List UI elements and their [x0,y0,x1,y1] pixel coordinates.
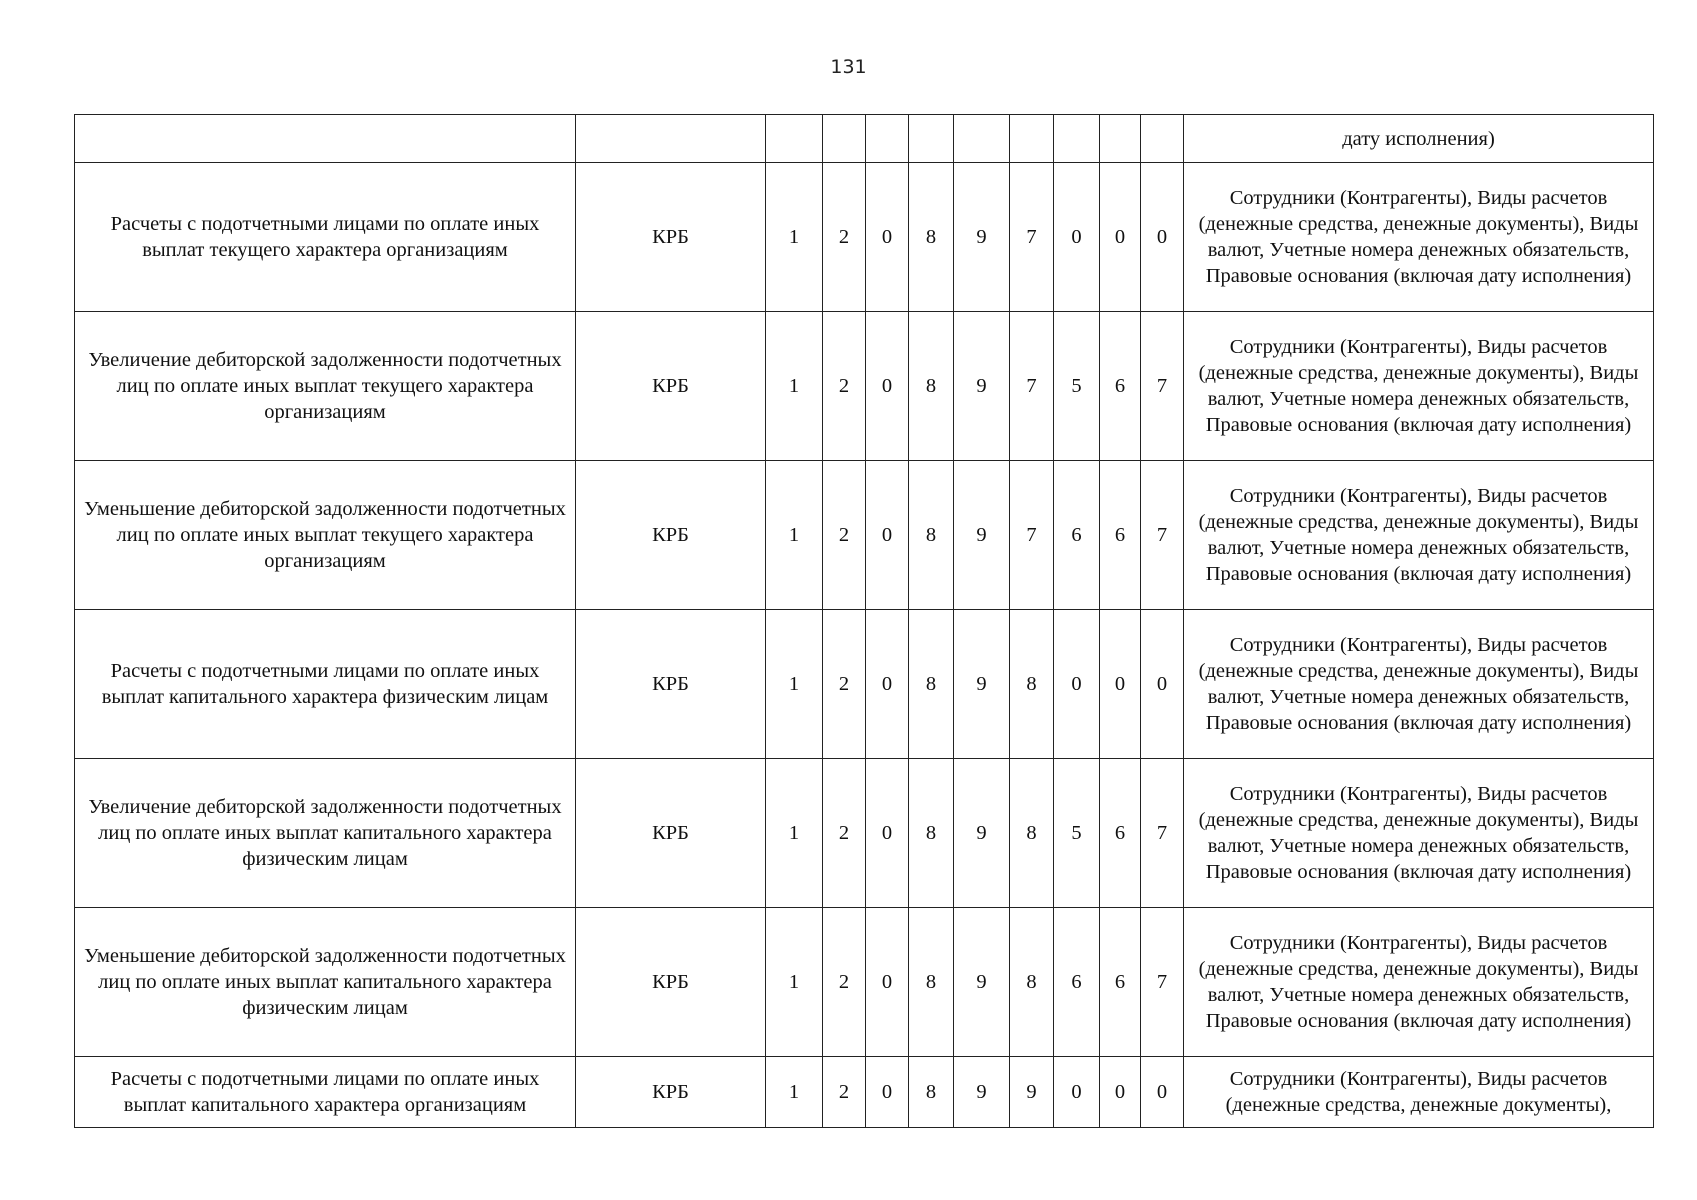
digit-cell [909,115,954,163]
digit-cell: 9 [954,461,1010,610]
digit-cell: 0 [866,759,909,908]
account-code-cell [576,115,766,163]
table-row [75,908,1654,1057]
account-name-cell: Увеличение дебиторской задолженности подотчетных лиц по оплате иных выплат текущего характера организациям [75,312,576,461]
account-code-cell: КРБ [576,908,766,1057]
digit-cell: 1 [766,461,823,610]
table-row [75,610,1654,759]
digit-cell: 7 [1010,312,1054,461]
digit-cell [1054,115,1100,163]
digit-cell: 1 [766,908,823,1057]
analytics-cell: Сотрудники (Контрагенты), Виды расчетов (денежные средства, денежные документы), Виды валют, Учетные номера денежных обязательств, Правовые основания (включая дату исполнения) [1184,610,1654,759]
account-name-cell [75,115,576,163]
account-name-cell: Расчеты с подотчетными лицами по оплате иных выплат текущего характера организациям [75,163,576,312]
digit-cell: 2 [823,1057,866,1128]
digit-cell: 7 [1010,461,1054,610]
digit-cell [954,115,1010,163]
digit-cell: 0 [866,163,909,312]
digit-cell: 1 [766,163,823,312]
digit-cell: 8 [1010,908,1054,1057]
account-code-cell: КРБ [576,312,766,461]
analytics-cell: Сотрудники (Контрагенты), Виды расчетов (денежные средства, денежные документы), Виды валют, Учетные номера денежных обязательств, Правовые основания (включая дату исполнения) [1184,759,1654,908]
digit-cell [823,115,866,163]
digit-cell: 7 [1141,312,1184,461]
digit-cell [1100,115,1141,163]
digit-cell: 7 [1141,759,1184,908]
account-code-cell: КРБ [576,1057,766,1128]
digit-cell: 2 [823,610,866,759]
digit-cell: 0 [1100,163,1141,312]
account-name-cell: Уменьшение дебиторской задолженности подотчетных лиц по оплате иных выплат капитального характера физическим лицам [75,908,576,1057]
account-name-cell: Расчеты с подотчетными лицами по оплате иных выплат капитального характера физическим лицам [75,610,576,759]
digit-cell: 1 [766,759,823,908]
digit-cell: 8 [909,610,954,759]
digit-cell: 0 [1100,1057,1141,1128]
digit-cell: 5 [1054,759,1100,908]
digit-cell [1010,115,1054,163]
account-name-cell: Расчеты с подотчетными лицами по оплате иных выплат капитального характера организациям [75,1057,576,1128]
account-code-cell: КРБ [576,163,766,312]
digit-cell: 7 [1141,908,1184,1057]
digit-cell: 9 [954,908,1010,1057]
table-row [75,312,1654,461]
digit-cell: 0 [866,1057,909,1128]
digit-cell: 0 [1054,163,1100,312]
digit-cell: 6 [1054,461,1100,610]
digit-cell: 8 [909,1057,954,1128]
digit-cell: 8 [909,461,954,610]
digit-cell: 8 [1010,610,1054,759]
digit-cell: 7 [1141,461,1184,610]
digit-cell: 0 [866,610,909,759]
analytics-cell: Сотрудники (Контрагенты), Виды расчетов (денежные средства, денежные документы), Виды валют, Учетные номера денежных обязательств, Правовые основания (включая дату исполнения) [1184,312,1654,461]
digit-cell: 8 [909,163,954,312]
analytics-cell: дату исполнения) [1184,115,1654,163]
digit-cell: 9 [954,312,1010,461]
digit-cell: 2 [823,759,866,908]
analytics-cell: Сотрудники (Контрагенты), Виды расчетов (денежные средства, денежные документы), Виды валют, Учетные номера денежных обязательств, Правовые основания (включая дату исполнения) [1184,163,1654,312]
digit-cell: 2 [823,461,866,610]
digit-cell: 2 [823,908,866,1057]
table-row [75,461,1654,610]
account-code-cell: КРБ [576,759,766,908]
digit-cell: 0 [866,461,909,610]
digit-cell: 8 [909,312,954,461]
digit-cell: 6 [1100,759,1141,908]
account-code-cell: КРБ [576,610,766,759]
digit-cell: 1 [766,610,823,759]
digit-cell: 0 [866,312,909,461]
digit-cell: 2 [823,312,866,461]
accounts-table [74,114,1654,1128]
digit-cell: 0 [1100,610,1141,759]
digit-cell [766,115,823,163]
digit-cell: 1 [766,312,823,461]
table-row [75,115,1654,163]
digit-cell: 9 [954,759,1010,908]
table-row [75,1057,1654,1128]
digit-cell: 8 [909,908,954,1057]
analytics-cell: Сотрудники (Контрагенты), Виды расчетов (денежные средства, денежные документы), [1184,1057,1654,1128]
digit-cell: 6 [1100,461,1141,610]
digit-cell: 8 [1010,759,1054,908]
digit-cell: 9 [954,1057,1010,1128]
digit-cell: 6 [1054,908,1100,1057]
digit-cell: 6 [1100,908,1141,1057]
digit-cell [1141,115,1184,163]
digit-cell: 0 [1141,1057,1184,1128]
digit-cell: 9 [1010,1057,1054,1128]
digit-cell: 0 [1054,1057,1100,1128]
table-row [75,163,1654,312]
digit-cell: 8 [909,759,954,908]
digit-cell [866,115,909,163]
digit-cell: 1 [766,1057,823,1128]
digit-cell: 0 [866,908,909,1057]
digit-cell: 6 [1100,312,1141,461]
digit-cell: 5 [1054,312,1100,461]
analytics-cell: Сотрудники (Контрагенты), Виды расчетов (денежные средства, денежные документы), Виды валют, Учетные номера денежных обязательств, Правовые основания (включая дату исполнения) [1184,461,1654,610]
digit-cell: 9 [954,163,1010,312]
digit-cell: 7 [1010,163,1054,312]
account-name-cell: Увеличение дебиторской задолженности подотчетных лиц по оплате иных выплат капитального характера физическим лицам [75,759,576,908]
digit-cell: 9 [954,610,1010,759]
digit-cell: 0 [1141,610,1184,759]
digit-cell: 0 [1141,163,1184,312]
digit-cell: 2 [823,163,866,312]
table-row [75,759,1654,908]
analytics-cell: Сотрудники (Контрагенты), Виды расчетов (денежные средства, денежные документы), Виды валют, Учетные номера денежных обязательств, Правовые основания (включая дату исполнения) [1184,908,1654,1057]
digit-cell: 0 [1054,610,1100,759]
account-code-cell: КРБ [576,461,766,610]
page-number: 131 [830,56,867,78]
account-name-cell: Уменьшение дебиторской задолженности подотчетных лиц по оплате иных выплат текущего характера организациям [75,461,576,610]
